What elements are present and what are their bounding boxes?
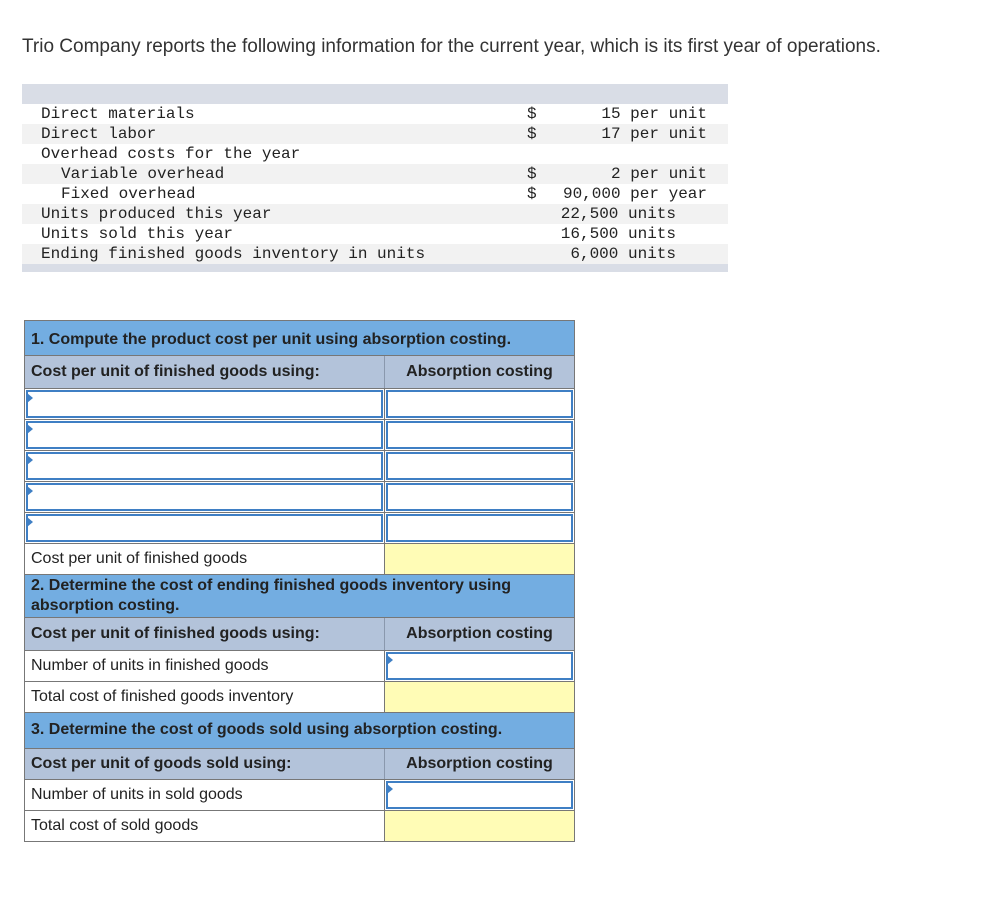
info-row (22, 224, 728, 244)
input-marker-icon (387, 655, 393, 665)
info-row (22, 124, 728, 144)
info-amount: 17 per unit (601, 125, 707, 143)
part2-col-right: Absorption costing (406, 625, 553, 642)
info-label: Direct labor (41, 125, 157, 143)
part1-label-input-2[interactable] (26, 421, 383, 449)
part3-units-label: Number of units in sold goods (25, 780, 385, 810)
part1-label-input-4[interactable] (26, 483, 383, 511)
info-amount: 22,500 units (560, 205, 676, 223)
info-row (22, 164, 728, 184)
info-label: Ending finished goods inventory in units (41, 245, 426, 263)
part3-total-value (385, 811, 574, 841)
part3-units-row (25, 779, 574, 810)
info-table (22, 84, 728, 272)
part1-entry-row (25, 481, 574, 512)
input-marker-icon (27, 455, 33, 465)
part2-title-text: 2. Determine the cost of ending finished goods inventory using absorption costing. (31, 577, 512, 614)
part2-total-label: Total cost of finished goods inventory (25, 682, 385, 712)
part1-title (25, 321, 574, 355)
info-dollar: $ (527, 125, 537, 143)
part2-units-label: Number of units in finished goods (25, 651, 385, 681)
part1-entry-row (25, 450, 574, 481)
part2-total-row (25, 681, 574, 712)
part1-title-text: 1. Compute the product cost per unit using absorption costing. (31, 331, 512, 348)
info-row (22, 204, 728, 224)
part1-entry-row (25, 419, 574, 450)
info-label: Direct materials (41, 105, 195, 123)
part1-entry-row (25, 388, 574, 419)
part1-column-header (25, 355, 574, 388)
input-marker-icon (27, 424, 33, 434)
part2-units-row (25, 650, 574, 681)
info-label: Variable overhead (61, 165, 225, 183)
info-dollar: $ (527, 165, 537, 183)
part3-total-label: Total cost of sold goods (25, 811, 385, 841)
part2-title (25, 574, 574, 617)
part1-amount-input-3[interactable] (386, 452, 573, 480)
part1-total-label: Cost per unit of finished goods (25, 544, 385, 574)
info-row (22, 104, 728, 124)
part3-title-text: 3. Determine the cost of goods sold using absorption costing. (31, 721, 503, 738)
info-amount: 6,000 units (570, 245, 676, 263)
part1-amount-input-1[interactable] (386, 390, 573, 418)
part1-col-right: Absorption costing (406, 363, 553, 380)
part3-units-input[interactable] (386, 781, 573, 809)
part3-total-row (25, 810, 574, 841)
input-marker-icon (27, 486, 33, 496)
info-row (22, 244, 728, 264)
part1-amount-input-4[interactable] (386, 483, 573, 511)
part1-label-input-1[interactable] (26, 390, 383, 418)
info-label: Fixed overhead (61, 185, 196, 203)
part2-total-value (385, 682, 574, 712)
info-amount: 90,000 per year (562, 185, 707, 203)
info-amount: 15 per unit (601, 105, 707, 123)
input-marker-icon (27, 517, 33, 527)
part3-title (25, 712, 574, 748)
info-label: Units sold this year (41, 225, 234, 243)
part3-col-right: Absorption costing (406, 755, 553, 772)
info-row (22, 144, 728, 164)
part1-entry-row (25, 512, 574, 543)
part2-units-input[interactable] (386, 652, 573, 680)
info-row (22, 184, 728, 204)
part1-label-input-5[interactable] (26, 514, 383, 542)
worksheet (24, 320, 575, 842)
input-marker-icon (387, 784, 393, 794)
part2-column-header (25, 617, 574, 650)
part3-col-left: Cost per unit of goods sold using: (25, 749, 385, 779)
info-amount: 16,500 units (560, 225, 676, 243)
part2-col-left: Cost per unit of finished goods using: (25, 618, 385, 650)
info-dollar: $ (527, 185, 537, 203)
part1-col-left: Cost per unit of finished goods using: (25, 356, 385, 388)
intro-text: Trio Company reports the following information for the current year, which is its first year of operations. (22, 36, 881, 57)
input-marker-icon (27, 393, 33, 403)
part1-label-input-3[interactable] (26, 452, 383, 480)
part3-column-header (25, 748, 574, 779)
info-label: Overhead costs for the year (41, 145, 301, 163)
part1-amount-input-5[interactable] (386, 514, 573, 542)
part1-total-value (385, 544, 574, 574)
info-label: Units produced this year (41, 205, 272, 223)
info-dollar: $ (527, 105, 537, 123)
part1-total-row (25, 543, 574, 574)
part1-amount-input-2[interactable] (386, 421, 573, 449)
info-amount: 2 per unit (610, 165, 707, 183)
